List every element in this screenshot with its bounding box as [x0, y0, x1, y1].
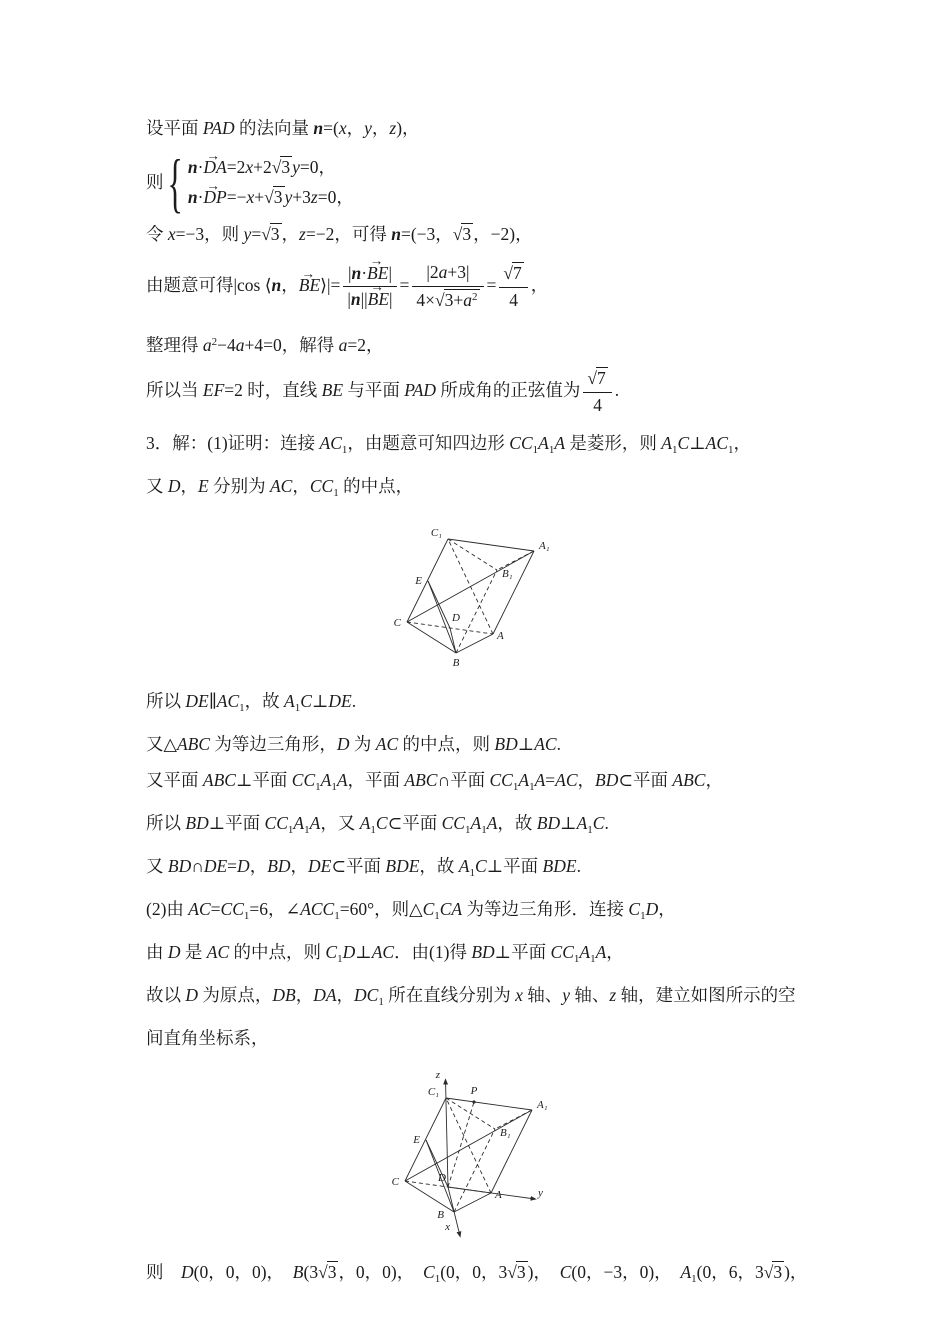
sub-segment: 1: [532, 443, 539, 456]
i-segment: x: [338, 118, 347, 138]
sub-segment: 1: [464, 823, 471, 836]
vertex-label-b1: B₁: [502, 567, 513, 580]
figure-2: [146, 1066, 812, 1244]
i-segment: A: [359, 812, 371, 833]
frac-segment: √ $\frac{7}{4}$: [499, 262, 527, 312]
prism-figure-2: [382, 1066, 577, 1244]
i-segment: CA: [439, 898, 463, 919]
vertex-label-a1: A₁: [536, 1098, 548, 1111]
i-segment: x: [246, 187, 255, 207]
text-line-normal-vector: 设平面 PAD 的法向量 n=(x，y，z)，: [146, 118, 420, 138]
i-segment: y: [364, 118, 372, 138]
system-equation-1: n·DA →=2x+2 √ 3 y=0，: [188, 152, 354, 182]
b-segment: n: [271, 274, 282, 295]
i-segment: C: [422, 898, 435, 919]
i-segment: z: [609, 984, 617, 1005]
sub-segment: 1: [333, 486, 339, 499]
text-line-conclusion-ef: 所以当 EF=2 时，直线 BE 与平面 PAD 所成角的正弦值为 √ $\frac{7}{4}$ .: [146, 363, 812, 425]
b-segment: n: [351, 262, 362, 283]
vertex-label-a: A: [494, 1188, 502, 1201]
text-line-coordinate-setup: 故以 D 为原点，DB，DA，$DC_1$ 所在直线分别为 x 轴、y 轴、z 轴，建立如图所示的空间直角坐标系，: [146, 984, 796, 1048]
v-segment: BE →: [299, 270, 320, 300]
i-segment: PAD: [202, 118, 235, 138]
i-segment: y: [292, 157, 300, 177]
vertex-label-c1: C₁: [430, 526, 442, 539]
i-segment: AC: [534, 733, 557, 754]
text-line-let-x: 令 x=−3，则 y= √ 3 ，z=−2，可得 n=(−3， √ 3 ，−2)，: [146, 216, 812, 252]
i-segment: A: [579, 941, 591, 962]
i-segment: B: [292, 1261, 304, 1282]
i-segment: A: [458, 855, 470, 876]
b-segment: n: [313, 118, 324, 138]
equation-system: [146, 145, 812, 219]
sub-segment: 1: [512, 780, 519, 793]
i-segment: PAD: [404, 379, 437, 400]
i-segment: C: [300, 690, 312, 711]
i-segment: CC: [309, 475, 334, 496]
sub-segment: 1: [469, 866, 475, 879]
x-axis-label: x: [444, 1220, 450, 1233]
text-line-de-parallel: 所以 $DE\parallel AC_1$，故 $A_1C\perp DE$.: [146, 690, 357, 714]
i-segment: AC: [188, 898, 211, 919]
i-segment: x: [167, 224, 176, 244]
i-segment: DE: [328, 690, 352, 711]
system-equations: [188, 152, 354, 212]
i-segment: C: [423, 1261, 435, 1282]
frac-segment: $\frac{|n\cdot BE \to|}{|n||BE \to|}$: [343, 263, 396, 312]
i-segment: EF: [202, 379, 225, 400]
vertex-label-d: D: [437, 1171, 446, 1184]
i-segment: A: [293, 812, 305, 833]
i-segment: BD: [471, 941, 495, 962]
sq-segment: √ 7: [503, 262, 523, 285]
sub-segment: 1: [315, 780, 321, 793]
vertex-label-a: A: [497, 629, 504, 642]
i-segment: D: [645, 898, 659, 919]
vertex-label-c: C: [391, 1175, 399, 1188]
i-segment: CC: [489, 769, 513, 790]
prism-edges-hidden: [407, 539, 534, 653]
sub-segment: 1: [341, 443, 348, 456]
sub-segment: 1: [287, 823, 294, 836]
sub-segment: 1: [587, 823, 593, 836]
vertex-label-c: C: [393, 616, 401, 629]
text-line-c1d-perp: 由 D 是 AC 的中点，则 $C_1D\perp AC$．由(1)得 BD⊥平面 $CC_1A_1A$，: [146, 941, 624, 965]
i-segment: D: [167, 475, 181, 496]
i-segment: A: [320, 769, 332, 790]
text-line-coordinates: 则 D(0，0，0)， B(3 √ 3 ，0，0)， $C_1(0$，0，3 √ 3 )， C(0，−3，0)， $A_1(0$，6，3 √ 3 )，: [146, 1254, 812, 1297]
i-segment: CC: [509, 432, 533, 453]
i-segment: A: [486, 812, 498, 833]
i-segment: CC: [441, 812, 465, 833]
sub-segment: 1: [378, 995, 384, 1008]
sq-segment: √ 3: [507, 1254, 527, 1290]
sq-segment: √ 3: [453, 216, 473, 252]
frac-segment: √ $\frac{7}{4}$: [583, 367, 611, 417]
i-segment: D: [336, 733, 350, 754]
vertex-label-p: P: [470, 1084, 477, 1097]
sup-segment: 2: [211, 335, 218, 348]
text-line-a1c-perp-bde: 又 BD∩DE=D，BD，DE⊂平面 BDE，故 $A_1C\perp$平面 BDE.: [146, 855, 581, 879]
vertex-label-b: B: [436, 1208, 444, 1221]
i-segment: BD: [267, 855, 291, 876]
i-segment: A: [284, 690, 295, 711]
i-segment: C: [475, 855, 487, 876]
sub-segment: 1: [334, 909, 340, 922]
sub-segment: 1: [672, 443, 678, 456]
prism-figure-1: [384, 521, 574, 673]
b-segment: n: [187, 157, 198, 177]
i-segment: A: [534, 769, 546, 790]
sub-segment: 1: [337, 952, 343, 965]
y-axis-label: y: [537, 1186, 543, 1199]
sub-segment: 1: [728, 443, 734, 456]
i-segment: AC: [555, 769, 578, 790]
i-segment: CC: [291, 769, 316, 790]
i-segment: DE: [308, 855, 332, 876]
z-axis: [445, 1080, 448, 1187]
text-line-bd-perp: 所以 BD⊥平面 $CC_1A_1A$，又 $A_1C\subset$平面 $CC_1A_1A$，故 $BD\perp A_1C$.: [146, 812, 609, 836]
i-segment: A: [470, 812, 482, 833]
text-line-equilateral: 又△ABC 为等边三角形，D 为 AC 的中点，则 BD⊥AC.: [146, 733, 561, 754]
i-segment: a: [338, 334, 348, 355]
i-segment: CC: [220, 898, 244, 919]
i-segment: ABC: [202, 769, 236, 790]
i-segment: D: [237, 855, 250, 876]
i-segment: DC: [354, 984, 379, 1005]
i-segment: C: [375, 812, 388, 833]
i-segment: D: [185, 984, 199, 1005]
i-segment: AC: [371, 941, 395, 962]
i-segment: a: [235, 334, 245, 355]
i-segment: BD: [536, 812, 561, 833]
i-segment: BD: [185, 812, 209, 833]
i-segment: D: [342, 941, 356, 962]
i-segment: AC: [705, 432, 729, 453]
i-segment: A: [518, 769, 530, 790]
i-segment: BD: [494, 733, 518, 754]
i-segment: AC: [206, 941, 230, 962]
i-segment: A: [554, 432, 566, 453]
i-segment: A: [680, 1261, 692, 1282]
sub-segment: 1: [331, 780, 337, 793]
i-segment: C: [325, 941, 338, 962]
text-line-plane-perp: 又平面 ABC⊥平面 $CC_1A_1A$，平面 ABC∩平面 $CC_1A_1A=AC$，BD⊂平面 ABC，: [146, 769, 723, 793]
b-segment: n: [350, 289, 361, 310]
i-segment: D: [181, 1261, 194, 1282]
i-segment: C: [559, 1261, 572, 1282]
i-segment: AC: [216, 690, 240, 711]
i-segment: BD: [595, 769, 619, 790]
sub-segment: 1: [243, 909, 250, 922]
i-segment: z: [389, 118, 397, 138]
text-line-solve-a: 整理得 $a^2-4a+4=0$，解得 a=2，: [146, 334, 384, 355]
sq-segment: √ $3+a^2$: [435, 289, 479, 312]
sq-segment: √ 3: [318, 1254, 338, 1290]
figure-1: [146, 521, 812, 673]
i-segment: a: [202, 334, 212, 355]
sub-segment: 1: [691, 1272, 697, 1285]
text-line-cos-equation: 由题意可得|cos ⟨n，BE →⟩|= $\frac{|n\cdot BE \to|}{|n||BE \to|}$ = $\frac{|2a+3|}{4\times √ 3+a^2}$ = √ $\frac{7}{4}$ ，: [146, 252, 812, 324]
sub-segment: 1: [434, 909, 440, 922]
sq-segment: √ 3: [272, 152, 292, 182]
sub-segment: 1: [239, 701, 245, 714]
i-segment: DA: [313, 984, 337, 1005]
sq-segment: √ 3: [264, 182, 284, 212]
i-segment: DB: [272, 984, 296, 1005]
system-equation-2: n·DP →=−x+ √ 3 y+3z=0，: [188, 182, 354, 212]
prism-edges-solid: [405, 1098, 532, 1212]
sub-segment: 1: [529, 780, 535, 793]
i-segment: BE: [321, 379, 344, 400]
sub-segment: 1: [640, 909, 646, 922]
i-segment: A: [595, 941, 607, 962]
i-segment: A: [336, 769, 348, 790]
frac-segment: $\frac{|2a+3|}{4\times √ 3+a^2}$: [412, 262, 483, 312]
sq-segment: √ 7: [587, 367, 607, 390]
i-segment: x: [245, 157, 254, 177]
i-segment: ABC: [404, 769, 438, 790]
i-segment: D: [167, 941, 181, 962]
i-segment: z: [310, 187, 318, 207]
i-segment: A: [661, 432, 672, 453]
sub-segment: 1: [573, 952, 580, 965]
i-segment: DE: [185, 690, 209, 711]
vertex-label-e: E: [412, 1133, 420, 1146]
v-segment: DA →: [203, 152, 226, 182]
sub-segment: 1: [548, 443, 555, 456]
i-segment: C: [677, 432, 690, 453]
i-segment: CC: [550, 941, 574, 962]
i-segment: CC: [264, 812, 288, 833]
vertex-label-c1: C₁: [427, 1085, 439, 1098]
vertex-label-e: E: [415, 574, 422, 587]
vertex-label-d: D: [452, 611, 460, 624]
i-segment: A: [309, 812, 321, 833]
i-segment: C: [628, 898, 641, 919]
i-segment: a: [438, 262, 448, 282]
i-segment: BDE: [385, 855, 420, 876]
i-segment: y: [284, 187, 293, 207]
sub-segment: 1: [434, 1272, 441, 1285]
b-segment: n: [391, 224, 401, 244]
i-segment: AC: [319, 432, 342, 453]
sup-segment: 2: [472, 290, 478, 303]
i-segment: E: [198, 475, 209, 496]
i-segment: C: [592, 812, 605, 833]
i-segment: BD: [167, 855, 192, 876]
text-line-part2-start: (2)由 $AC=CC_1=6$，$\angle ACC_1=60^\circ$，则$\triangle C_1CA$ 为等边三角形．连接 $C_1D$，: [146, 898, 676, 922]
vertex-label-b: B: [452, 656, 460, 669]
i-segment: z: [299, 224, 306, 244]
system-prefix: 则: [146, 172, 164, 192]
v-segment: DP →: [203, 182, 226, 212]
i-segment: DE: [203, 855, 228, 876]
i-segment: a: [463, 289, 473, 310]
sub-segment: 1: [481, 823, 487, 836]
i-segment: AC: [375, 733, 399, 754]
system-brace: {: [167, 145, 183, 219]
i-segment: ABC: [176, 733, 211, 754]
prism-edges-hidden: [405, 1098, 532, 1212]
text-line-midpoints: 又 D，E 分别为 AC，$CC_1$ 的中点，: [146, 475, 414, 499]
i-segment: A: [576, 812, 588, 833]
v-segment: BE →: [368, 289, 389, 311]
point-p-dot: [472, 1100, 475, 1103]
i-segment: y: [243, 224, 252, 244]
i-segment: BDE: [542, 855, 577, 876]
sub-segment: 1: [304, 823, 310, 836]
i-segment: ACC: [300, 898, 335, 919]
vertex-label-a1: A₁: [539, 539, 550, 552]
sub-segment: 1: [590, 952, 596, 965]
vertex-label-b1: B₁: [499, 1126, 511, 1139]
i-segment: y: [562, 984, 571, 1005]
prism-edges-solid: [407, 539, 534, 653]
sub-segment: 1: [370, 823, 376, 836]
sq-segment: √ 3: [261, 216, 281, 252]
i-segment: AC: [269, 475, 293, 496]
text-line-problem3-start: 3．解：(1)证明：连接 $AC_1$，由题意可知四边形 $CC_1A_1A$ 是菱形，则 $A_1C\perp AC_1$，: [146, 432, 752, 456]
sq-segment: √ 3: [764, 1254, 784, 1290]
sub-segment: 1: [294, 701, 301, 714]
b-segment: n: [187, 187, 198, 207]
z-axis-label: z: [435, 1068, 440, 1081]
coordinate-axes: [445, 1080, 535, 1236]
i-segment: x: [515, 984, 523, 1005]
v-segment: BE →: [367, 263, 388, 285]
i-segment: ABC: [672, 769, 706, 790]
i-segment: A: [538, 432, 549, 453]
